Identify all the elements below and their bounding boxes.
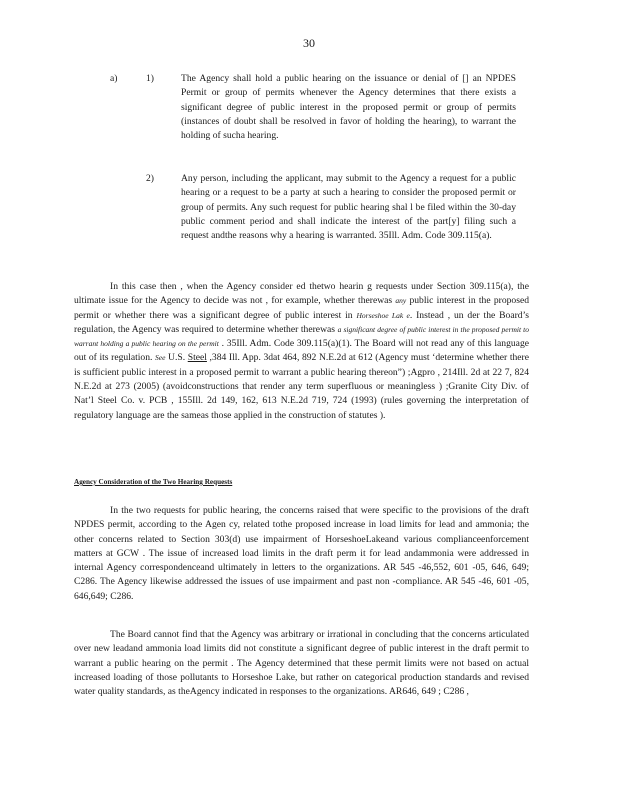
paragraph1-italic-lake: Horseshoe Lak e: [356, 310, 410, 320]
item-2-text: Any person, including the applicant, may submit to the Agency a request for a public hearing or a request to be a party at such a hearing to consider the proposed permit or group of permits. Any such request for public hearing shal l be filed within the 30-day public comment period and shall indicate the interest of the part[y] filing such a request andthe reasons why a hearing is warranted. 35Ill. Adm. Code 309.115(a).: [181, 173, 516, 242]
conclusion-paragraph: [74, 628, 529, 699]
item-1-text: The Agency shall hold a public hearing on the issuance or denial of [] an NPDES Permit or group of permits whenever the Agency determines that there exists a significant degree of public interest in the proposed permit or group of permits (instances of doubt shall be resolved in favor of holding the hearing), to warrant the holding of sucha hearing.: [181, 73, 516, 142]
paragraph1-part5: U.S.: [165, 352, 188, 364]
concerns-paragraph: [74, 504, 529, 604]
item-1-number: 1): [146, 73, 154, 84]
paragraph1-italic-see: See: [155, 353, 166, 363]
paragraph1-italic-standard: a significant degree of public interest in the proposed permit to warrant holding a public hearing on the permit: [74, 324, 530, 349]
paragraph1-part6: ,384 Ill. App. 3dat 464, 892 N.E.2d at 612 (Agency must ‘determine whether there is sufficient public interest in a proposed permit to warrant a public hearing thereon”) ;Agpro , 214Ill. 2d at 22 7, 824 N.E.2d at 273 (2005) (avoidconstructions that render any term superfluous or meaningless ) ;Granite City Div. of Nat’l Steel Co. v. PCB , 155Ill. 2d 149, 162, 613 N.E.2d 719, 724 (1993) (rules governing the interpretation of regulatory language are the sameas those applied in the construction of statutes ).: [74, 352, 530, 421]
paragraph1-part2: public interest in the proposed permit or whether there was a significant degree of public interest in: [74, 295, 529, 321]
section-heading: Agency Consideration of the Two Hearing Requests: [74, 478, 233, 486]
paragraph1-italic-any: any: [395, 296, 407, 306]
paragraph1-part3: . Instead , un der the Board’s regulation, the Agency was required to determine whether therewas: [74, 309, 529, 335]
paragraph1-steel-underlined: Steel: [187, 352, 207, 364]
page-number: 30: [303, 36, 315, 50]
paragraph3-text: The Board cannot find that the Agency was arbitrary or irrational in concluding that the concerns articulated over new leadand ammonia load limits did not constitute a significant degree of public interest in the draft permit to warrant a public hearing on the permit . The Agency determined that these permit limits were not based on actual increased loading of those pollutants to Horseshoe Lake, but rather on categorical production standards and revised water quality standards, as theAgency indicated in responses to the organizations. AR646, 649 ; C286 ,: [74, 629, 529, 698]
item-a-label: a): [110, 73, 118, 84]
paragraph2-text: In the two requests for public hearing, the concerns raised that were specific to the provisions of the draft NPDES permit, according to the Agen cy, related tothe proposed increase in load limits for lead and ammonia; the other concerns related to Section 303(d) use impairment of HorseshoeLakeand various complianceenforcement matters at GCW . The issue of increased load limits in the draft perm it for lead andammonia were addressed in internal Agency correspondenceand ultimately in letters to the organizations. AR 545 -46,552, 601 -05, 646, 649; C286. The Agency likewise addressed the issues of use impairment and past non -compliance. AR 545 -46, 601 -05, 646,649; C286.: [74, 505, 529, 602]
paragraph1-part4: . 35Ill. Adm. Code 309.115(a)(1). The Board will not read any of this language out of its regulation.: [74, 338, 529, 364]
analysis-paragraph: [74, 280, 529, 423]
item-2-number: 2): [146, 173, 154, 184]
paragraph1-part1: In this case then , when the Agency consider ed thetwo hearin g requests under Section 309.115(a), the ultimate issue for the Agency to decide was not , for example, whether therewas: [74, 281, 529, 307]
